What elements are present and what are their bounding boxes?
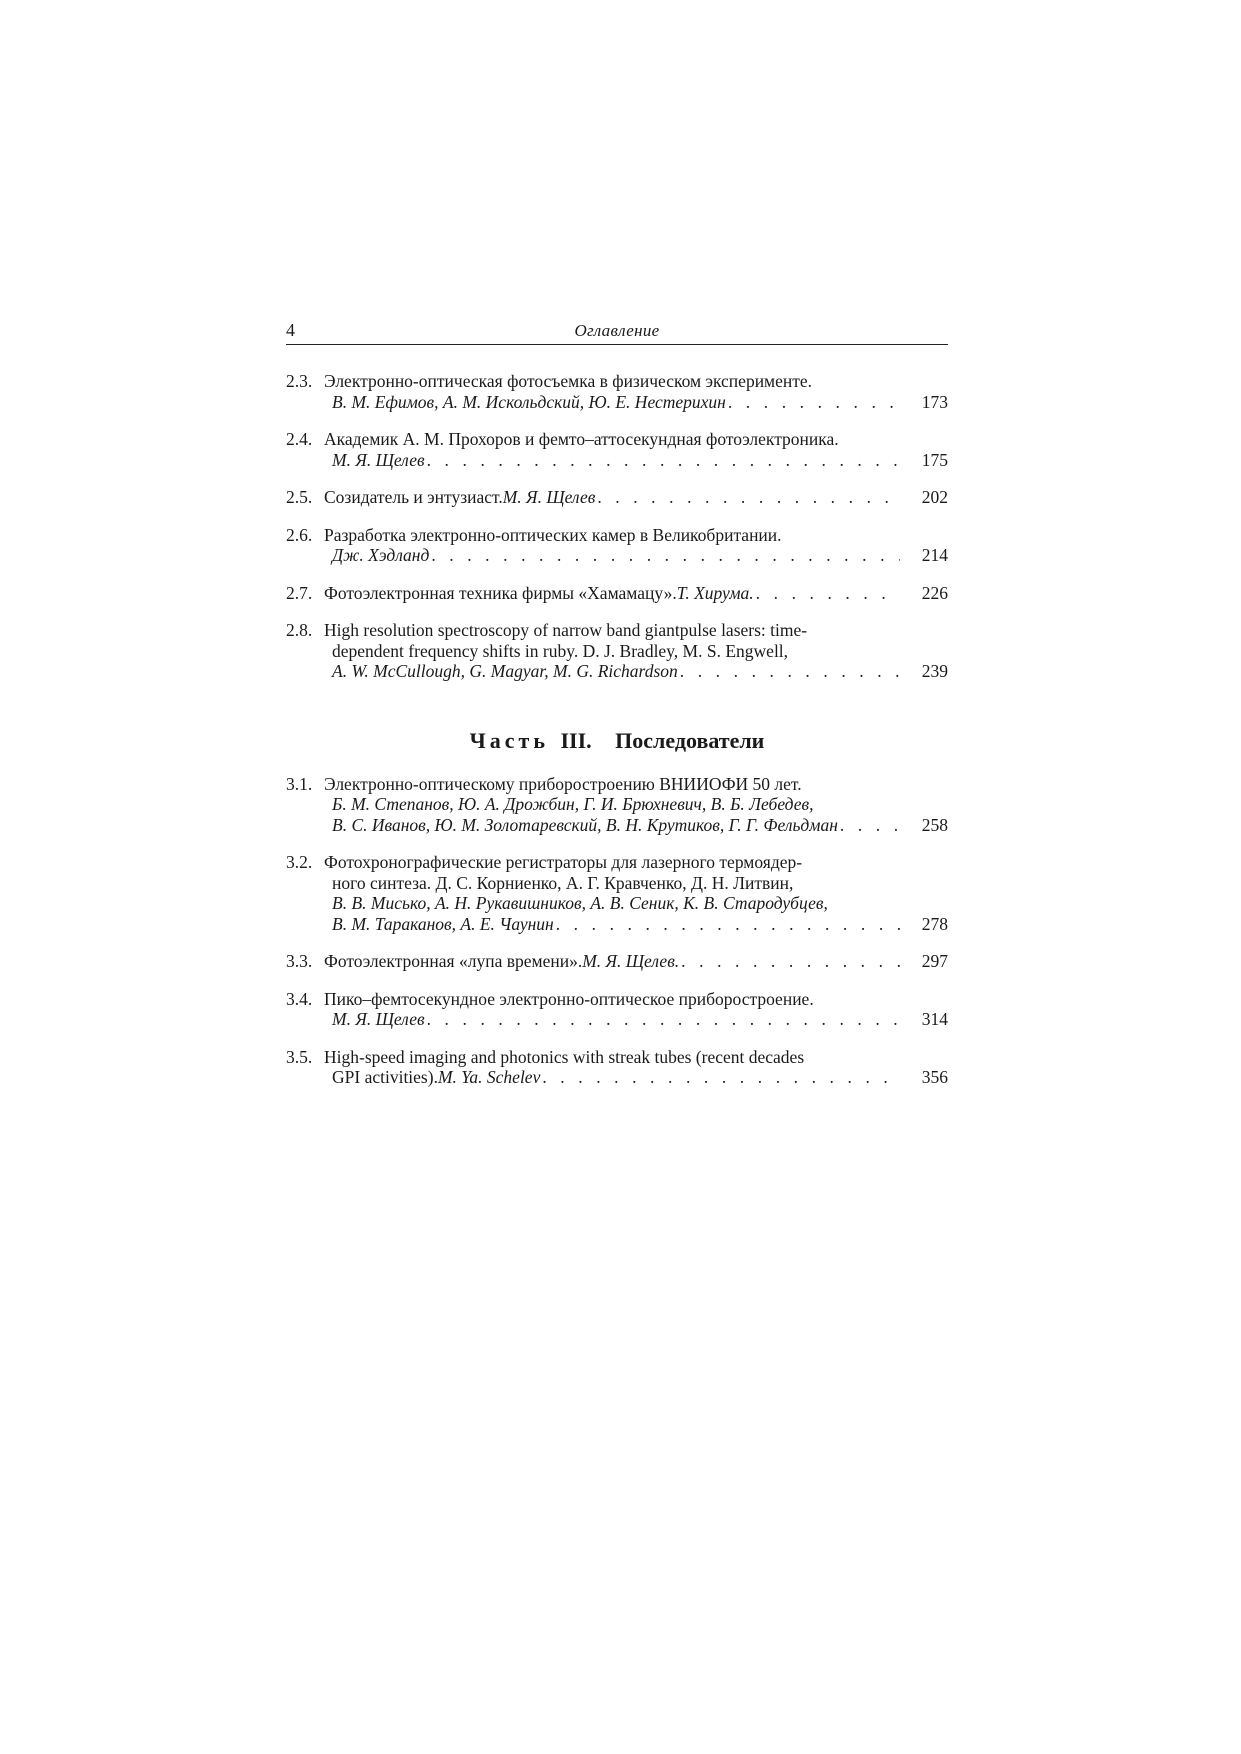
entry-number: 3.3. [286, 951, 313, 971]
entry-authors: A. W. McCullough, G. Magyar, M. G. Richardson [332, 661, 678, 681]
dot-leader [425, 1009, 900, 1030]
part-title: Последователи [615, 727, 765, 753]
toc-entry[interactable] [286, 951, 948, 972]
entry-title-line: Б. М. Степанов, Ю. А. Дрожбин, Г. И. Брюхневич, В. Б. Лебедев, [332, 794, 814, 814]
entry-body [324, 525, 900, 566]
entry-last-line [324, 392, 900, 413]
entry-last-line [324, 450, 900, 471]
toc-entry[interactable] [286, 774, 948, 836]
entry-title-line: Электронно-оптическая фотосъемка в физическом эксперименте. [324, 371, 813, 391]
toc-entry[interactable] [286, 852, 948, 934]
dot-leader [679, 951, 900, 972]
entry-number: 3.4. [286, 988, 313, 1009]
toc-entry[interactable] [286, 525, 948, 566]
entry-body [324, 951, 900, 972]
entry-number: 3.1. [286, 773, 313, 794]
dot-leader [554, 914, 900, 935]
toc-page [286, 318, 948, 1105]
entry-authors: В. М. Ефимов, А. М. Искольдский, Ю. Е. Нестерихин [332, 391, 726, 412]
toc-entry[interactable] [286, 487, 948, 508]
entry-number: 2.6. [286, 524, 313, 545]
entry-title-line: ного синтеза. Д. С. Корниенко, А. Г. Кравченко, Д. Н. Литвин, [332, 872, 794, 893]
entry-last-line [324, 1067, 900, 1088]
entry-page-number: 356 [921, 1067, 948, 1087]
entry-page-number: 173 [921, 391, 948, 412]
toc-entry[interactable] [286, 371, 948, 412]
entry-page-number: 202 [921, 487, 948, 507]
page-number: 4 [286, 320, 295, 340]
entry-body [324, 989, 900, 1030]
entry-last-line [324, 951, 900, 972]
toc-entry[interactable] [286, 1047, 948, 1088]
entry-page-number: 239 [921, 661, 948, 681]
dot-leader [540, 1067, 900, 1088]
entry-authors: М. Я. Щелев [332, 1009, 425, 1029]
entry-title-line: Академик А. М. Прохоров и фемто–аттосекундная фотоэлектроника. [324, 429, 839, 449]
entry-number: 2.5. [286, 487, 313, 507]
entry-body [324, 774, 900, 836]
entry-number: 2.8. [286, 620, 313, 640]
entry-title-line: Электронно-оптическому приборостроению ВНИИОФИ 50 лет. [324, 773, 802, 794]
entry-body [324, 429, 900, 470]
entry-last-line [324, 545, 900, 566]
part-heading [286, 728, 948, 754]
entry-body [324, 620, 900, 682]
entry-title-tail: Созидатель и энтузиаст. [324, 487, 503, 507]
entry-last-line [324, 487, 900, 508]
toc-part-3 [286, 774, 948, 1088]
dot-leader [726, 392, 900, 413]
entry-last-line [324, 914, 900, 935]
entry-page-number: 314 [921, 1009, 948, 1029]
dot-leader [678, 661, 900, 682]
entry-body [324, 583, 900, 604]
entry-body [324, 371, 900, 412]
entry-number: 3.5. [286, 1046, 313, 1067]
entry-page-number: 175 [921, 449, 948, 470]
dot-leader [429, 545, 900, 566]
entry-title-line: Разработка электронно-оптических камер в Великобритании. [324, 524, 782, 545]
entry-title-line: Фотохронографические регистраторы для лазерного термоядер- [324, 852, 803, 872]
entry-authors: В. С. Иванов, Ю. М. Золотаревский, В. Н. Крутиков, Г. Г. Фельдман [332, 814, 838, 835]
part-roman: III. [560, 727, 592, 753]
entry-authors: В. М. Тараканов, А. Е. Чаунин [332, 913, 554, 934]
entry-last-line [324, 583, 900, 604]
entry-number: 3.2. [286, 852, 313, 872]
toc-entry[interactable] [286, 620, 948, 682]
entry-last-line [324, 1009, 900, 1030]
entry-authors: M. Ya. Schelev [437, 1067, 541, 1087]
entry-authors: Т. Хирума. [676, 582, 754, 603]
entry-body [324, 1047, 900, 1088]
entry-title-line: High-speed imaging and photonics with streak tubes (recent decades [324, 1046, 805, 1067]
entry-number: 2.4. [286, 429, 313, 449]
entry-title-tail: GPI activities). [332, 1067, 438, 1087]
entry-title-line: dependent frequency shifts in ruby. D. J. Bradley, M. S. Engwell, [332, 640, 789, 661]
toc-part-2 [286, 371, 948, 682]
entry-number: 2.3. [286, 371, 313, 391]
dot-leader [595, 487, 900, 508]
entry-page-number: 278 [921, 913, 948, 934]
entry-last-line [324, 661, 900, 682]
entry-title-line: Пико–фемтосекундное электронно-оптическое приборостроение. [324, 988, 814, 1009]
entry-number: 2.7. [286, 582, 313, 603]
entry-authors: М. Я. Щелев. [582, 951, 680, 971]
toc-entry[interactable] [286, 429, 948, 470]
toc-entry[interactable] [286, 583, 948, 604]
dot-leader [754, 583, 900, 604]
running-head [286, 318, 948, 345]
entry-body [324, 852, 900, 934]
part-label: Часть [469, 727, 549, 753]
entry-page-number: 297 [921, 951, 948, 971]
entry-page-number: 214 [921, 545, 948, 565]
entry-title-line: High resolution spectroscopy of narrow band giantpulse lasers: time- [324, 620, 808, 640]
running-title: Оглавление [574, 321, 660, 340]
entry-page-number: 226 [921, 582, 948, 603]
entry-authors: Дж. Хэдланд [332, 545, 430, 565]
toc-entry[interactable] [286, 989, 948, 1030]
entry-last-line [324, 815, 900, 836]
entry-title-line: В. В. Мисько, А. Н. Рукавишников, А. В. Сеник, К. В. Стародубцев, [332, 893, 828, 913]
entry-page-number: 258 [921, 814, 948, 835]
entry-title-tail: Фотоэлектронная техника фирмы «Хамамацу». [324, 582, 677, 603]
dot-leader [838, 815, 900, 836]
entry-title-tail: Фотоэлектронная «лупа времени». [324, 951, 583, 971]
entry-body [324, 487, 900, 508]
entry-authors: М. Я. Щелев [502, 487, 596, 507]
entry-authors: М. Я. Щелев [332, 449, 425, 470]
dot-leader [425, 450, 900, 471]
